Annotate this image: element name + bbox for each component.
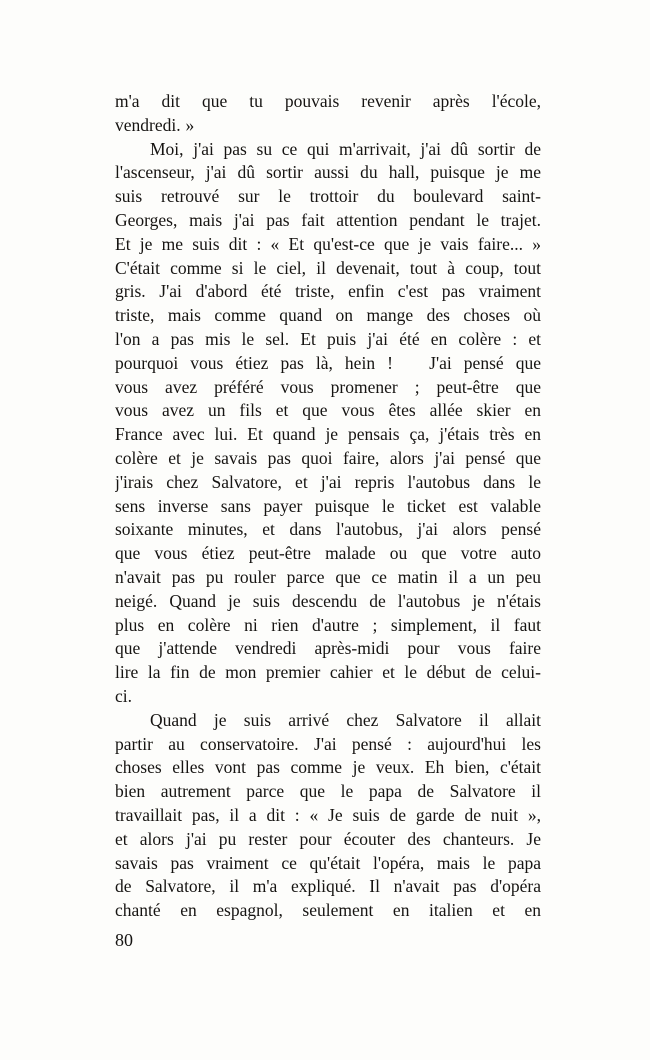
text-line: que vous étiez peut-être malade ou que votre auto <box>115 543 541 564</box>
text-line: et alors j'ai pu rester pour écouter des chanteurs. Je <box>115 828 541 849</box>
text-line: Quand je suis arrivé chez Salvatore il allait <box>150 709 541 730</box>
text-line: que j'attende vendredi après-midi pour vous faire <box>115 638 541 659</box>
text-line: triste, mais comme quand on mange des choses où <box>115 305 541 326</box>
text-line: Georges, mais j'ai pas fait attention pendant le trajet. <box>115 209 541 230</box>
text-line: Et je me suis dit : « Et qu'est-ce que je vais faire... » <box>115 233 541 254</box>
text-line: de Salvatore, il m'a expliqué. Il n'avait pas d'opéra <box>115 876 541 897</box>
text-line: savais pas vraiment ce qu'était l'opéra, mais le papa <box>115 852 541 873</box>
text-line: soixante minutes, et dans l'autobus, j'ai alors pensé <box>115 519 541 540</box>
text-line: colère et je savais pas quoi faire, alors j'ai pensé que <box>115 447 541 468</box>
text-line: plus en colère ni rien d'autre ; simplement, il faut <box>115 614 541 635</box>
text-line: France avec lui. Et quand je pensais ça, j'étais très en <box>115 424 541 445</box>
text-line: l'on a pas mis le sel. Et puis j'ai été en colère : et <box>115 328 541 349</box>
text-line: C'était comme si le ciel, il devenait, tout à coup, tout <box>115 257 541 278</box>
page-number: 80 <box>115 930 133 950</box>
text-line: ci. <box>115 685 133 706</box>
page-text <box>115 90 541 923</box>
text-line: bien autrement parce que le papa de Salvatore il <box>115 781 541 802</box>
text-line: pourquoi vous étiez pas là, hein ! J'ai pensé que <box>115 352 541 373</box>
text-line: partir au conservatoire. J'ai pensé : aujourd'hui les <box>115 733 541 754</box>
text-line: vous avez un fils et que vous êtes allée skier en <box>115 400 541 421</box>
text-line: vous avez préféré vous promener ; peut-être que <box>115 376 541 397</box>
text-line: neigé. Quand je suis descendu de l'autobus je n'étais <box>115 590 541 611</box>
text-line: gris. J'ai d'abord été triste, enfin c'est pas vraiment <box>115 281 541 302</box>
text-line: travaillait pas, il a dit : « Je suis de garde de nuit », <box>115 804 541 825</box>
text-line: Moi, j'ai pas su ce qui m'arrivait, j'ai dû sortir de <box>150 138 541 159</box>
text-line: vendredi. » <box>115 114 195 135</box>
text-line: sens inverse sans payer puisque le ticket est valable <box>115 495 541 516</box>
text-line: suis retrouvé sur le trottoir du boulevard saint- <box>115 186 541 207</box>
text-line: chanté en espagnol, seulement en italien et en <box>115 900 541 921</box>
text-line: lire la fin de mon premier cahier et le début de celui- <box>115 662 541 683</box>
text-line: n'avait pas pu rouler parce que ce matin il a un peu <box>115 566 541 587</box>
text-line: j'irais chez Salvatore, et j'ai repris l'autobus dans le <box>115 471 541 492</box>
text-line: choses elles vont pas comme je veux. Eh bien, c'était <box>115 757 541 778</box>
text-line: m'a dit que tu pouvais revenir après l'école, <box>115 91 541 111</box>
text-line: l'ascenseur, j'ai dû sortir aussi du hall, puisque je me <box>115 162 541 183</box>
